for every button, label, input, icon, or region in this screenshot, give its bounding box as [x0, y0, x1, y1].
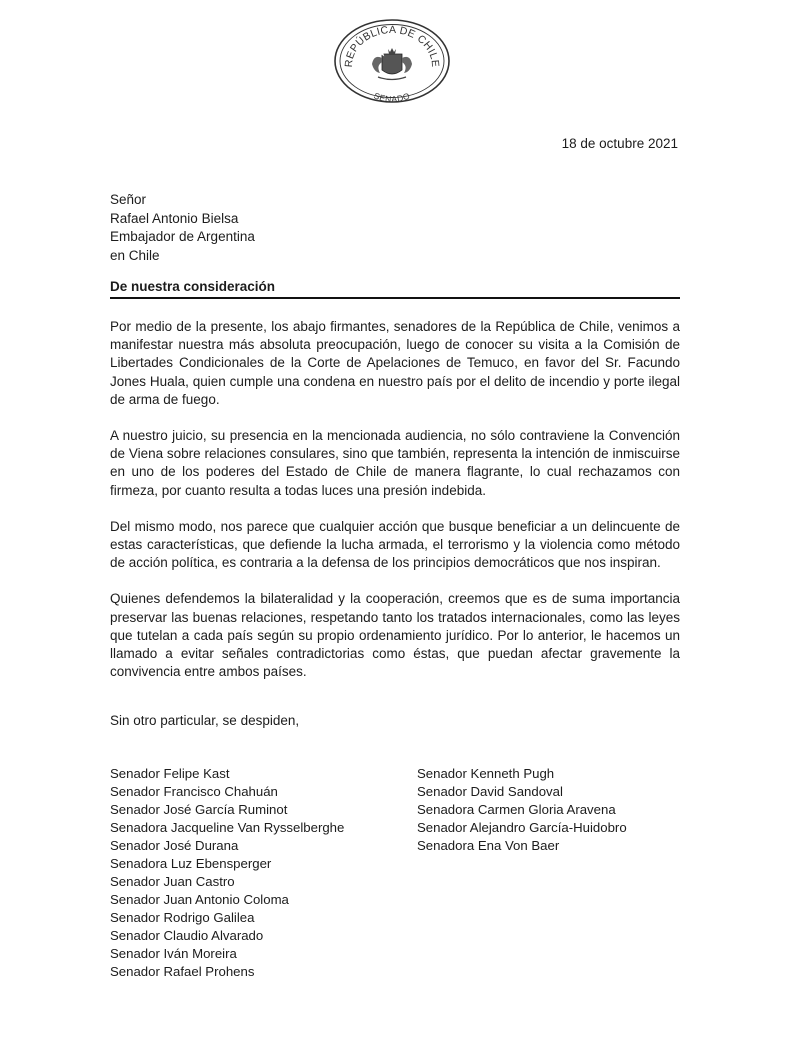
recipient-block: [110, 191, 255, 265]
svg-text:SENADO: [372, 90, 411, 104]
signatory-name: Senador Alejandro García-Huidobro: [417, 820, 627, 835]
body-paragraph: Del mismo modo, nos parece que cualquier acción que busque beneficiar a un delincuente de estas características, que defiende la lucha armada, el terrorismo y la violencia como método de acción política, es contraria a la defensa de los principios democráticos que nos inspiran.: [110, 518, 680, 571]
signatory-name: Senador Kenneth Pugh: [417, 766, 555, 781]
salutation-heading: De nuestra consideración: [110, 279, 680, 299]
seal-bottom-text: SENADO: [372, 90, 412, 104]
coat-of-arms-icon: [372, 48, 412, 80]
body-paragraph: A nuestro juicio, su presencia en la mencionada audiencia, no sólo contraviene la Convención de Viena sobre relaciones consulares, sino que también, representa la intención de inmiscuirse en uno de los poderes del Estado de Chile de manera flagrante, lo cual rechazamos con firmeza, por cuanto resulta a todas luces una presión indebida.: [110, 428, 680, 498]
recipient-line: Señor: [110, 192, 147, 207]
letter-body: [110, 318, 680, 699]
signatory-name: Senador José García Ruminot: [110, 802, 288, 817]
signatory-name: Senadora Jacqueline Van Rysselberghe: [110, 820, 345, 835]
signatories-right-column: [417, 765, 627, 855]
signatory-name: Senador Iván Moreira: [110, 946, 237, 961]
signatory-name: Senadora Luz Ebensperger: [110, 856, 272, 871]
closing-line: Sin otro particular, se despiden,: [110, 713, 300, 728]
signatory-name: Senador Felipe Kast: [110, 766, 230, 781]
seal-top-text: REPÚBLICA DE CHILE: [342, 23, 442, 68]
body-paragraph: Quienes defendemos la bilateralidad y la cooperación, creemos que es de suma importancia preservar las buenas relaciones, respetando tanto los tratados internacionales, como las leyes que tutelan a cada país según su propio ordenamiento jurídico. Por lo anterior, le hacemos un llamado a evitar señales contradictorias como éstas, que puedan afectar gravemente la convivencia entre ambos países.: [110, 591, 680, 680]
letter-date: 18 de octubre 2021: [561, 136, 678, 151]
body-paragraph: Por medio de la presente, los abajo firmantes, senadores de la República de Chile, venimos a manifestar nuestra más absoluta preocupación, luego de conocer su visita a la Comisión de Libertades Condicionales de la Corte de Apelaciones de Temuco, en favor del Sr. Facundo Jones Huala, quien cumple una condena en nuestro país por el delito de incendio y porte ilegal de arma de fuego.: [110, 319, 680, 407]
signatory-name: Senadora Ena Von Baer: [417, 838, 560, 853]
recipient-line: Rafael Antonio Bielsa: [110, 210, 239, 226]
signatory-name: Senador José Durana: [110, 838, 239, 853]
signatory-name: Senador Claudio Alvarado: [110, 928, 264, 943]
signatory-name: Senador Juan Castro: [110, 874, 235, 889]
signatory-name: Senadora Carmen Gloria Aravena: [417, 802, 616, 817]
signatory-name: Senador Francisco Chahuán: [110, 784, 278, 799]
signatories-left-column: [110, 765, 344, 981]
signatory-name: Senador Rodrigo Galilea: [110, 910, 255, 925]
recipient-line: Embajador de Argentina: [110, 229, 255, 244]
signatory-name: Senador Rafael Prohens: [110, 964, 255, 979]
recipient-line: en Chile: [110, 247, 160, 263]
senate-seal-logo: [332, 18, 452, 104]
signatory-name: Senador Juan Antonio Coloma: [110, 892, 289, 907]
signatory-name: Senador David Sandoval: [417, 784, 563, 799]
